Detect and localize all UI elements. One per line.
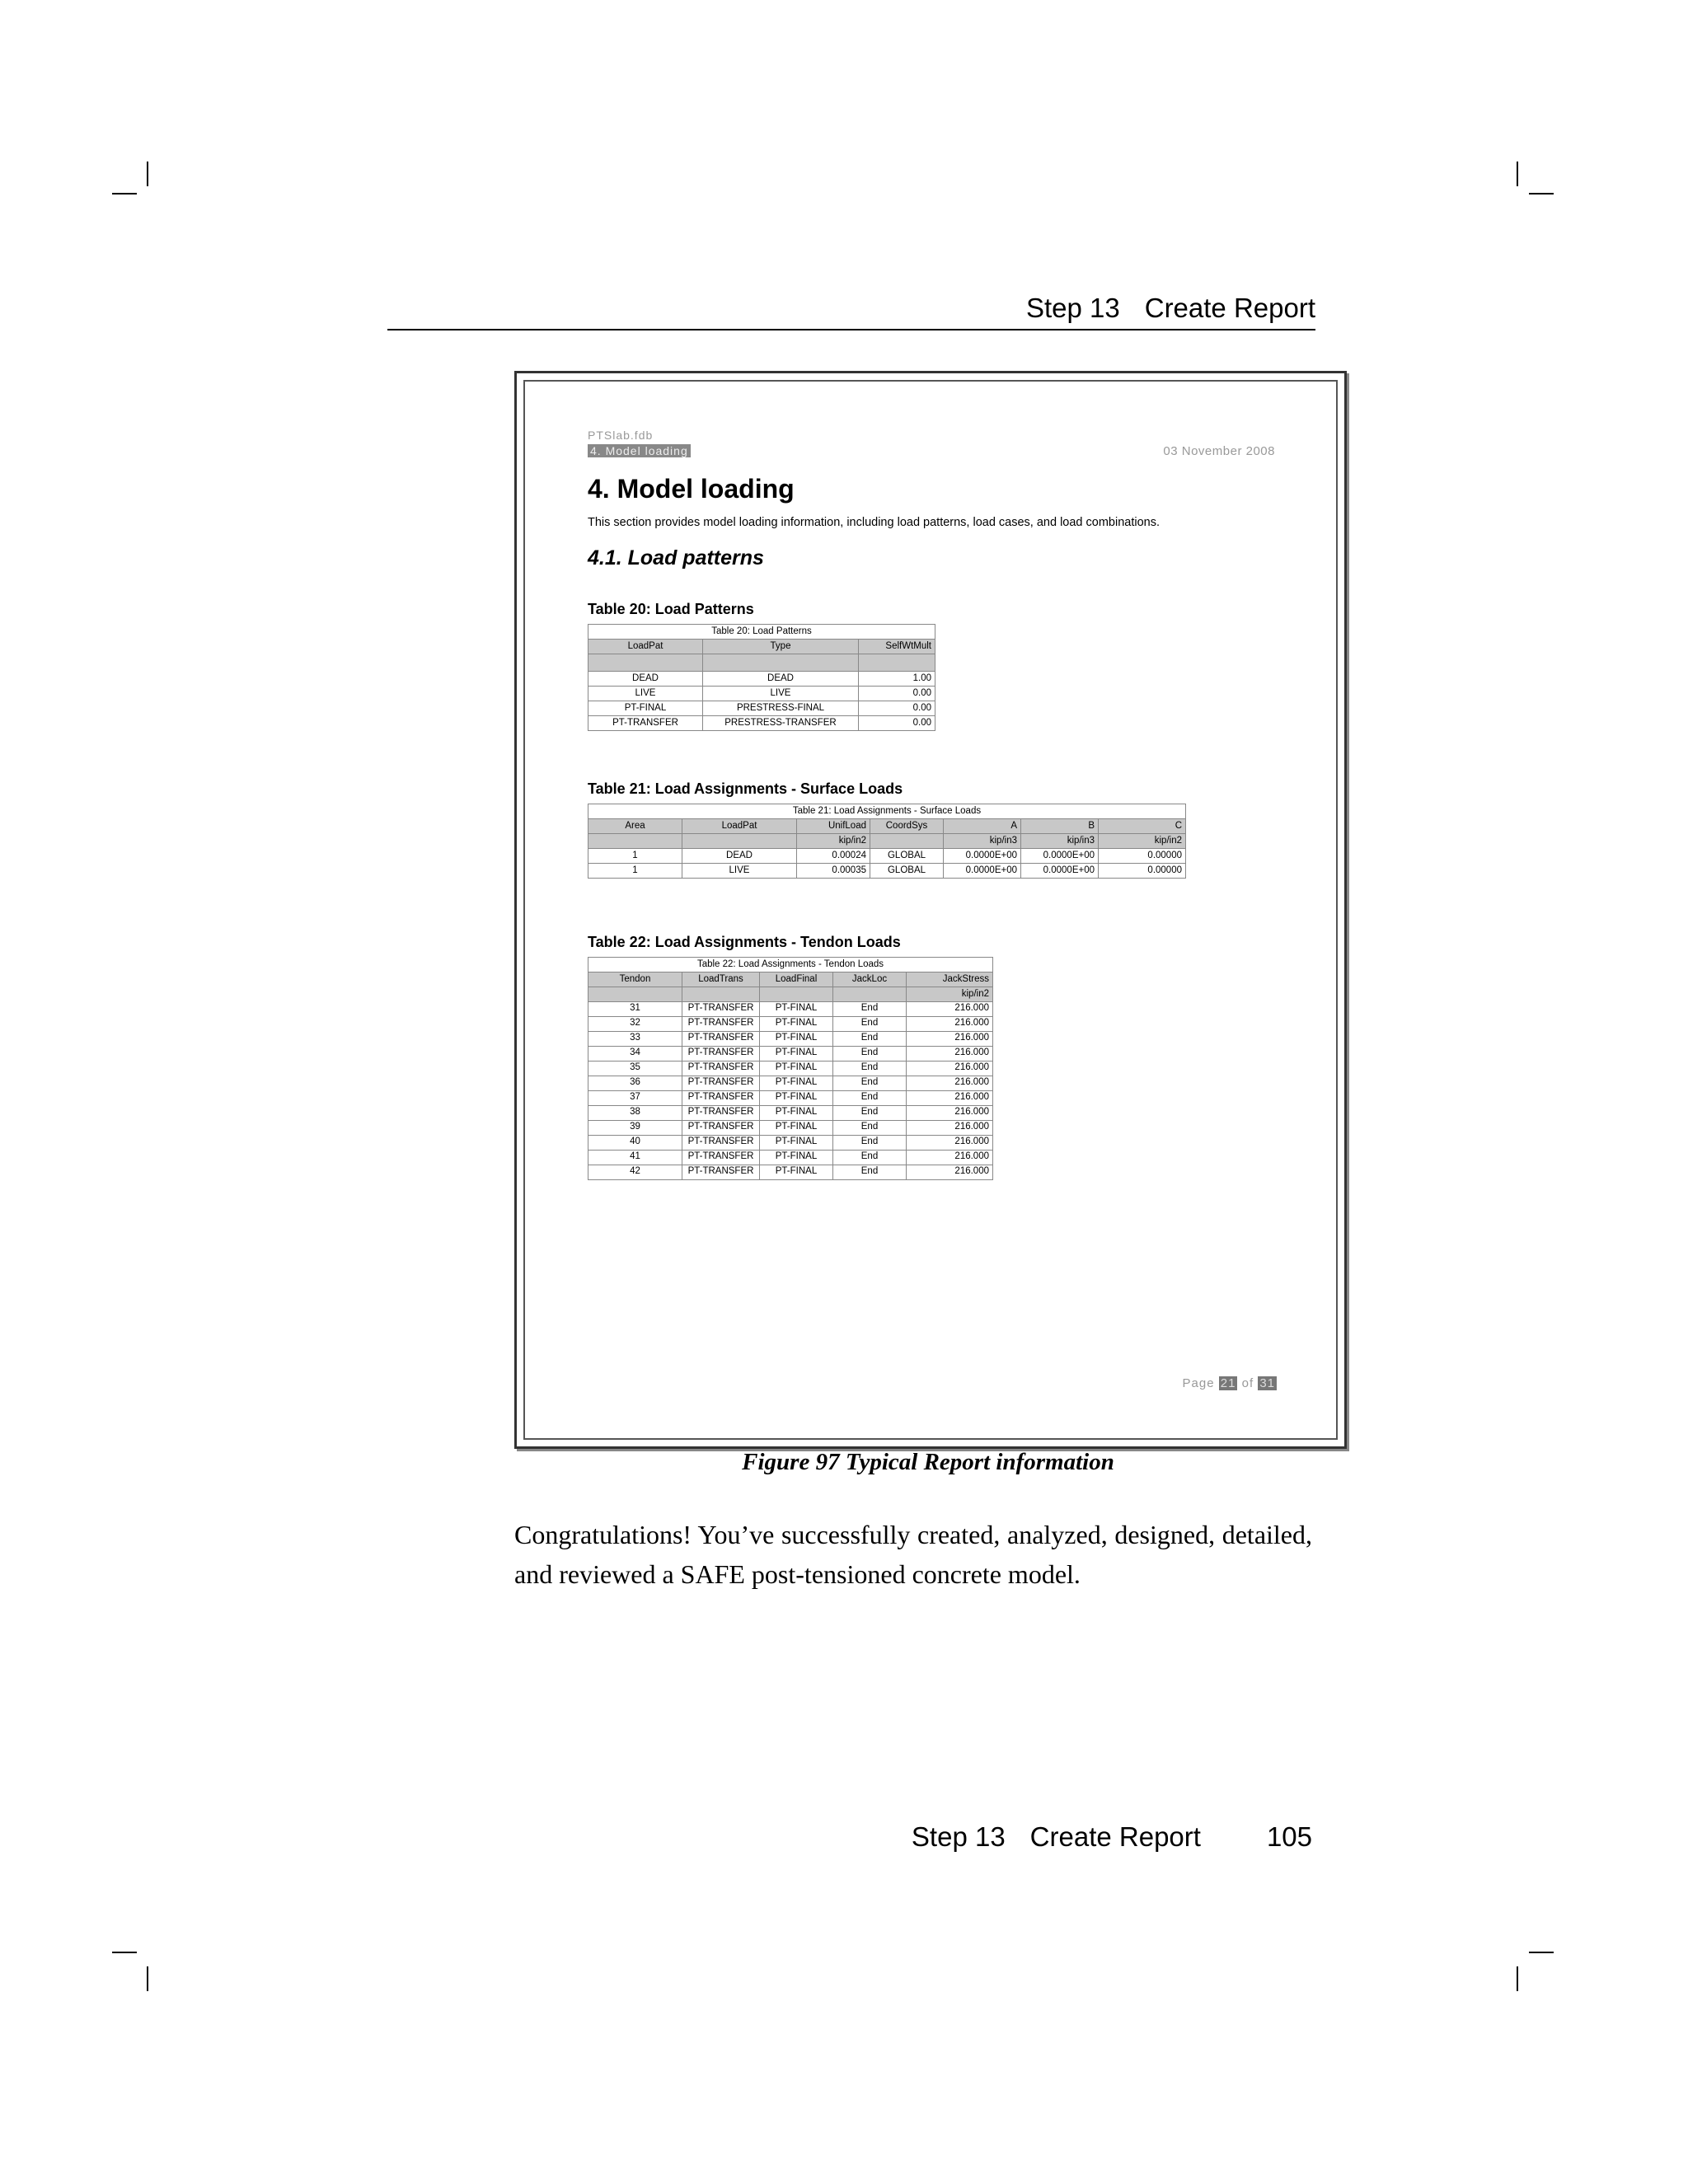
unit — [833, 987, 907, 1002]
cell: PT-FINAL — [760, 1076, 833, 1091]
cell: 0.00000 — [1099, 864, 1186, 879]
cell: 0.0000E+00 — [944, 864, 1021, 879]
report-subheading: 4.1. Load patterns — [588, 546, 764, 569]
cell: 0.0000E+00 — [1021, 849, 1099, 864]
col-header: UnifLoad — [797, 819, 870, 834]
table-row — [588, 687, 935, 701]
cell: 37 — [588, 1091, 682, 1106]
cell: End — [833, 1165, 907, 1180]
report-date: 03 November 2008 — [1163, 444, 1275, 458]
cell: PT-TRANSFER — [682, 1017, 760, 1032]
report-heading: 4. Model loading — [588, 474, 795, 504]
cell: PT-FINAL — [760, 1151, 833, 1165]
cell: 41 — [588, 1151, 682, 1165]
cell: PT-FINAL — [760, 1091, 833, 1106]
cell: 216.000 — [907, 1032, 993, 1047]
cell: End — [833, 1076, 907, 1091]
cell: 33 — [588, 1032, 682, 1047]
col-header: C — [1099, 819, 1186, 834]
table22 — [588, 957, 993, 1180]
cell: 38 — [588, 1106, 682, 1121]
cell: End — [833, 1002, 907, 1017]
cell: 36 — [588, 1076, 682, 1091]
cell: PT-TRANSFER — [682, 1151, 760, 1165]
cell: End — [833, 1032, 907, 1047]
cell: End — [833, 1047, 907, 1062]
cell: LIVE — [703, 687, 859, 701]
cell: End — [833, 1121, 907, 1136]
cell: GLOBAL — [870, 849, 944, 864]
unit: kip/in3 — [944, 834, 1021, 849]
crop-mark — [112, 193, 137, 194]
unit: kip/in3 — [1021, 834, 1099, 849]
col-header: B — [1021, 819, 1099, 834]
unit: kip/in2 — [907, 987, 993, 1002]
col-header: Tendon — [588, 972, 682, 987]
cell: 1.00 — [859, 672, 935, 687]
table21-caption: Table 21: Load Assignments - Surface Loads — [588, 780, 903, 797]
table-row — [588, 1165, 993, 1180]
report-file-name: PTSlab.fdb — [588, 429, 654, 442]
cell: DEAD — [588, 672, 703, 687]
cell: 35 — [588, 1062, 682, 1076]
unit: kip/in2 — [797, 834, 870, 849]
cell: End — [833, 1091, 907, 1106]
col-header: SelfWtMult — [859, 640, 935, 654]
cell: End — [833, 1017, 907, 1032]
table-row — [588, 1002, 993, 1017]
crop-mark — [1529, 193, 1554, 194]
crop-mark — [1517, 1966, 1518, 1991]
col-header: Area — [588, 819, 682, 834]
crop-mark — [1517, 162, 1518, 186]
unit — [760, 987, 833, 1002]
cell: PT-TRANSFER — [682, 1076, 760, 1091]
table-row — [588, 1151, 993, 1165]
col-header: JackLoc — [833, 972, 907, 987]
cell: PT-TRANSFER — [682, 1106, 760, 1121]
cell: PT-FINAL — [760, 1047, 833, 1062]
col-header: JackStress — [907, 972, 993, 987]
crop-mark — [112, 1952, 137, 1953]
cell: PT-FINAL — [760, 1032, 833, 1047]
cell: 216.000 — [907, 1136, 993, 1151]
table21-title: Table 21: Load Assignments - Surface Loads — [588, 804, 1186, 819]
cell: 32 — [588, 1017, 682, 1032]
cell: PT-FINAL — [760, 1002, 833, 1017]
table-row — [588, 1106, 993, 1121]
running-header — [387, 293, 1315, 330]
crop-mark — [1529, 1952, 1554, 1953]
cell: PT-TRANSFER — [682, 1091, 760, 1106]
table-row — [588, 1091, 993, 1106]
header-step: Step 13 — [1025, 293, 1120, 323]
table-row — [588, 672, 935, 687]
cell: 0.0000E+00 — [944, 849, 1021, 864]
page-footer — [824, 1821, 1312, 1853]
col-header: LoadPat — [588, 640, 703, 654]
cell: 216.000 — [907, 1106, 993, 1121]
cell: PT-FINAL — [588, 701, 703, 716]
footer-title: Create Report — [1029, 1821, 1201, 1852]
footer-step: Step 13 — [911, 1821, 1006, 1852]
table-row — [588, 1121, 993, 1136]
unit — [682, 987, 760, 1002]
table-row — [588, 716, 935, 731]
unit — [588, 987, 682, 1002]
report-page-number — [1183, 1376, 1277, 1390]
cell: PT-FINAL — [760, 1121, 833, 1136]
cell: 39 — [588, 1121, 682, 1136]
cell: 1 — [588, 864, 682, 879]
table-row — [588, 849, 1186, 864]
footer-page-number: 105 — [1266, 1821, 1312, 1852]
report-figure — [514, 371, 1347, 1449]
cell: 216.000 — [907, 1002, 993, 1017]
table-row — [588, 1136, 993, 1151]
report-intro: This section provides model loading information, including load patterns, load cases, and load combinations. — [588, 516, 1160, 529]
cell: PT-FINAL — [760, 1062, 833, 1076]
cell: End — [833, 1062, 907, 1076]
cell: 216.000 — [907, 1076, 993, 1091]
table-row — [588, 701, 935, 716]
cell: LIVE — [682, 864, 797, 879]
col-header: LoadTrans — [682, 972, 760, 987]
cell: PRESTRESS-FINAL — [703, 701, 859, 716]
cell: PT-TRANSFER — [682, 1165, 760, 1180]
report-section-tag: 4. Model loading — [588, 444, 691, 457]
cell: 0.00000 — [1099, 849, 1186, 864]
cell: 0.0000E+00 — [1021, 864, 1099, 879]
table20 — [588, 624, 935, 731]
cell: PT-FINAL — [760, 1106, 833, 1121]
cell: PT-TRANSFER — [682, 1047, 760, 1062]
cell: LIVE — [588, 687, 703, 701]
cell: PT-TRANSFER — [682, 1002, 760, 1017]
col-header: LoadFinal — [760, 972, 833, 987]
cell: PT-TRANSFER — [588, 716, 703, 731]
page-total: 31 — [1259, 1376, 1275, 1390]
table22-caption: Table 22: Load Assignments - Tendon Loads — [588, 934, 901, 950]
col-header: LoadPat — [682, 819, 797, 834]
cell: 216.000 — [907, 1165, 993, 1180]
table-row — [588, 1032, 993, 1047]
cell: PT-FINAL — [760, 1017, 833, 1032]
table22-title: Table 22: Load Assignments - Tendon Loads — [588, 958, 993, 972]
cell: 216.000 — [907, 1121, 993, 1136]
cell: 40 — [588, 1136, 682, 1151]
cell: GLOBAL — [870, 864, 944, 879]
header-title: Create Report — [1144, 293, 1315, 323]
table-row — [588, 1062, 993, 1076]
cell: PT-FINAL — [760, 1136, 833, 1151]
cell: 0.00 — [859, 716, 935, 731]
cell: PT-FINAL — [760, 1165, 833, 1180]
cell: 216.000 — [907, 1091, 993, 1106]
col-header: A — [944, 819, 1021, 834]
cell: 31 — [588, 1002, 682, 1017]
body-paragraph: Congratulations! You’ve successfully created, analyzed, designed, detailed, and reviewed a SAFE post-tensioned concrete model. — [514, 1520, 1312, 1589]
page-label: Page — [1182, 1376, 1215, 1390]
figure-caption: Figure 97 Typical Report information — [742, 1449, 1114, 1475]
unit: kip/in2 — [1099, 834, 1186, 849]
cell: 216.000 — [907, 1017, 993, 1032]
cell: PT-TRANSFER — [682, 1121, 760, 1136]
cell: 0.00035 — [797, 864, 870, 879]
page-current: 21 — [1220, 1376, 1236, 1390]
col-header: CoordSys — [870, 819, 944, 834]
unit — [682, 834, 797, 849]
cell: PT-TRANSFER — [682, 1136, 760, 1151]
cell: PT-TRANSFER — [682, 1032, 760, 1047]
cell: 34 — [588, 1047, 682, 1062]
table20-title: Table 20: Load Patterns — [588, 625, 935, 640]
cell: PT-TRANSFER — [682, 1062, 760, 1076]
col-header: Type — [703, 640, 859, 654]
table-row — [588, 1047, 993, 1062]
crop-mark — [147, 1966, 148, 1991]
cell: 0.00 — [859, 701, 935, 716]
table21 — [588, 804, 1186, 879]
cell: 42 — [588, 1165, 682, 1180]
cell: End — [833, 1106, 907, 1121]
table-row — [588, 1076, 993, 1091]
table-row — [588, 864, 1186, 879]
cell: DEAD — [703, 672, 859, 687]
unit — [588, 834, 682, 849]
cell: 216.000 — [907, 1062, 993, 1076]
cell: End — [833, 1151, 907, 1165]
cell: DEAD — [682, 849, 797, 864]
crop-mark — [147, 162, 148, 186]
report-page — [523, 380, 1338, 1440]
unit — [870, 834, 944, 849]
page-of: of — [1241, 1376, 1254, 1390]
cell: 0.00024 — [797, 849, 870, 864]
table-row — [588, 1017, 993, 1032]
table20-caption: Table 20: Load Patterns — [588, 601, 754, 617]
cell: PRESTRESS-TRANSFER — [703, 716, 859, 731]
cell: 1 — [588, 849, 682, 864]
cell: End — [833, 1136, 907, 1151]
cell: 0.00 — [859, 687, 935, 701]
cell: 216.000 — [907, 1151, 993, 1165]
cell: 216.000 — [907, 1047, 993, 1062]
